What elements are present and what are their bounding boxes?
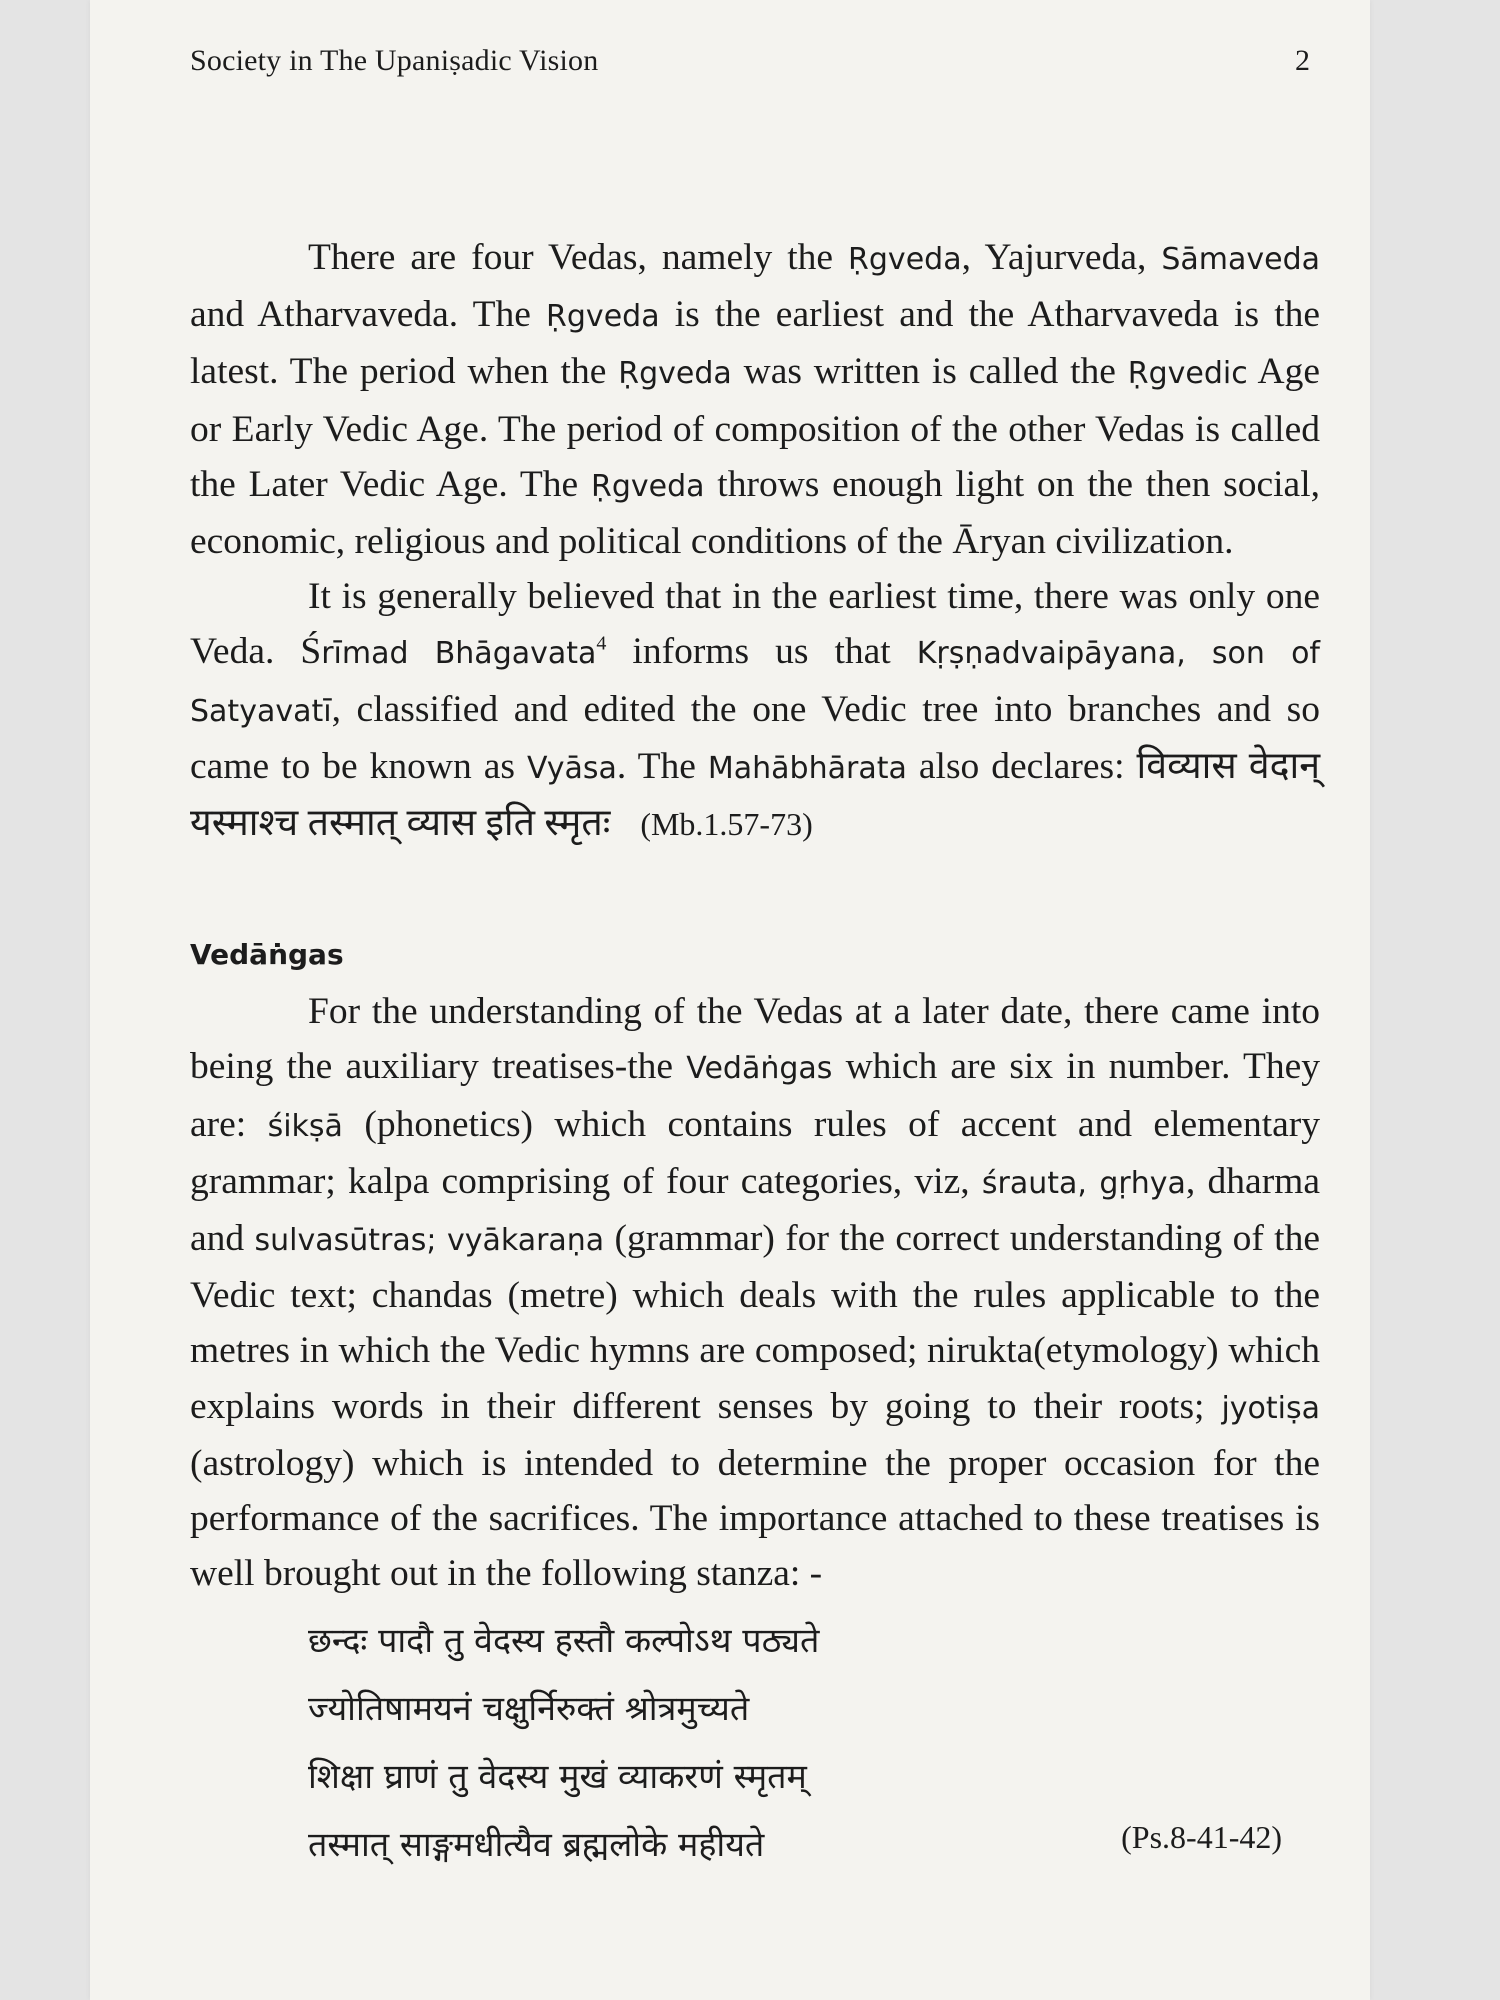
text-run: throws enough light on the then social, economic, religious and political conditions of the Āryan civilization. <box>190 463 1321 563</box>
term-mahabharata: Mahābhārata <box>707 750 907 786</box>
sanskrit-stanza <box>190 1607 1320 1879</box>
text-run: (astrology) which is intended to determine the proper occasion for the performance of the sacrifices. The importance attached to these treatises is well brought out in the following stanza: - <box>190 1442 1320 1595</box>
paragraph-vedas <box>190 230 1320 569</box>
text-run: (phonetics) which contains rules of accent and elementary grammar; kalpa comprising of four categories, viz, <box>190 1103 1320 1202</box>
term-rgveda: Ṛgveda <box>590 468 705 504</box>
text-run: , Yajurveda, <box>961 237 1162 278</box>
term-srauta-grhya: śrauta, gṛhya <box>981 1165 1186 1201</box>
term-rgveda: Ṛgveda <box>618 356 732 392</box>
term-siksa: śikṣā <box>267 1108 343 1144</box>
paragraph-one-veda <box>190 569 1320 852</box>
text-run: There are four Vedas, namely the <box>308 237 849 278</box>
term-sulvasutras-vyakarana: sulvasūtras; vyākaraṇa <box>254 1223 605 1259</box>
term-rgveda: Ṛgveda <box>848 242 962 277</box>
term-rgvedic: Ṛgvedic <box>1127 356 1248 392</box>
document-page <box>90 0 1370 2000</box>
term-srimad-bhagavata: rīmad Bhāgavata <box>321 636 597 672</box>
text-run: . The <box>616 745 708 787</box>
text-run: For the understanding of the Vedas at a later date, there came into being the auxiliary treatises-the <box>190 991 1320 1088</box>
stanza-line: शिक्षा घ्राणं तु वेदस्य मुखं व्याकरणं स्मृतम् <box>308 1757 807 1798</box>
term-samaveda: Sāmaveda <box>1161 242 1320 277</box>
text-run: and Atharvaveda. The <box>190 294 547 336</box>
text-run: which are six in number. They are: <box>190 1046 1320 1145</box>
text-run: is the earliest and the Atharvaveda is the latest. The period when the <box>190 294 1321 393</box>
page-number: 2 <box>1295 44 1310 77</box>
term-krsnadvaipayana: Kṛṣṇadvaipāyana, son of Satyavatī <box>190 636 1320 729</box>
running-title: Society in The Upaniṣadic Vision <box>190 44 599 77</box>
section-heading: Vedāṅgas <box>190 938 344 972</box>
text-run: (grammar) for the correct understanding of the Vedic text; chandas (metre) which deals with the rules applicable to the metres in which the Vedic hymns are composed; nirukta(etymology) which explains words in their different senses by going to their roots; <box>190 1218 1320 1427</box>
stanza-line: छन्दः पादौ तु वेदस्य हस्तौ कल्पोऽथ पठ्यते <box>308 1621 820 1662</box>
sanskrit-quote: also declares: विव्यास वेदान् यस्माश्च तस्मात् व्यास इति स्मृतः <box>190 745 1321 845</box>
paragraph-vedangas <box>190 984 1320 1601</box>
stanza-line: ज्योतिषामयनं चक्षुर्निरुक्तं श्रोत्रमुच्यते <box>308 1689 750 1730</box>
text-run: was written is called the <box>731 351 1128 393</box>
text-run: Age or Early Vedic Age. The period of composition of the other Vedas is called the Later Vedic Age. The <box>190 351 1320 505</box>
citation-mahabharata: (Mb.1.57-73) <box>640 806 813 843</box>
page-body <box>190 230 1320 1879</box>
term-rgveda: Ṛgveda <box>546 299 660 335</box>
term-vyasa: Vyāsa <box>527 750 617 786</box>
text-run: informs us that <box>606 631 917 673</box>
text-run: , dharma and <box>190 1160 1320 1260</box>
citation-stanza: (Ps.8-41-42) <box>1121 1819 1282 1856</box>
footnote-marker: 4 <box>596 632 607 655</box>
term-jyotisa: jyotiṣa <box>1221 1390 1320 1426</box>
stanza-line: तस्मात् साङ्गमधीत्यैव ब्रह्मलोके महीयते <box>308 1825 765 1866</box>
text-run: , classified and edited the one Vedic tree into branches and so came to be known as <box>190 688 1320 787</box>
text-run: It is generally believed that in the earliest time, there was only one Veda. Ś <box>190 576 1320 673</box>
term-vedangas: Vedāṅgas <box>686 1051 833 1087</box>
